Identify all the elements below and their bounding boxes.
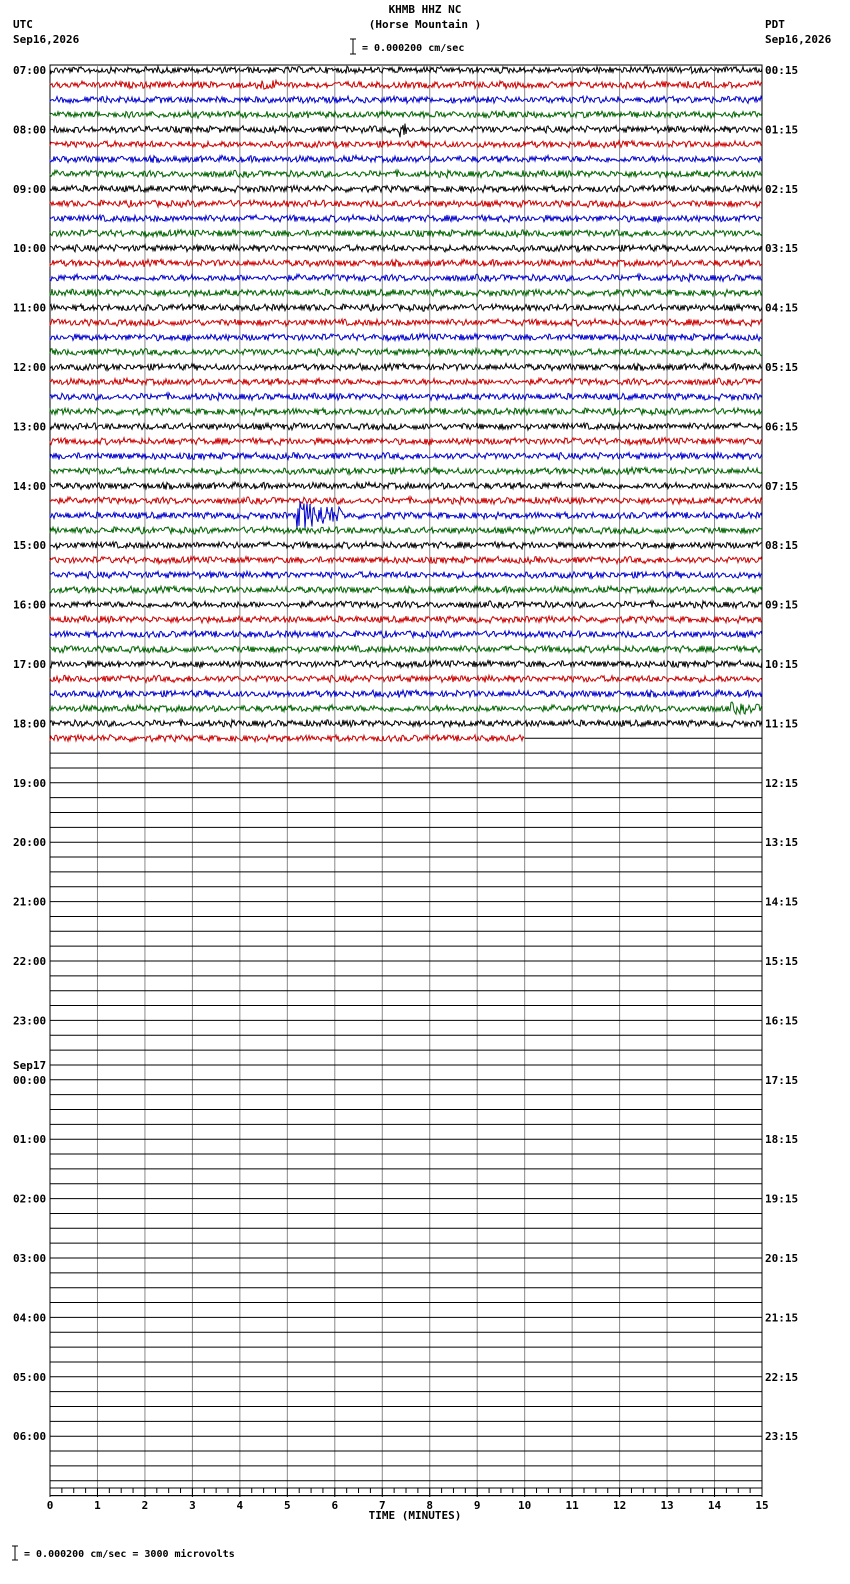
pdt-hour-label: 08:15 bbox=[765, 539, 799, 553]
trace-row bbox=[50, 616, 762, 623]
x-tick-label: 6 bbox=[331, 1499, 339, 1512]
trace-row bbox=[50, 319, 762, 326]
pdt-hour-label: 00:15 bbox=[765, 64, 799, 77]
trace-row bbox=[50, 542, 762, 549]
footer-scale-note: = 0.000200 cm/sec = 3000 microvolts bbox=[24, 1549, 235, 1560]
trace-row bbox=[50, 215, 762, 222]
x-tick-label: 2 bbox=[141, 1499, 149, 1512]
station-title: KHMB HHZ NC bbox=[388, 3, 462, 16]
x-tick-label: 12 bbox=[612, 1499, 627, 1512]
trace-row bbox=[50, 96, 762, 103]
trace-row bbox=[50, 631, 762, 638]
utc-hour-label: 11:00 bbox=[13, 301, 47, 315]
utc-hour-label: 00:00 bbox=[13, 1073, 47, 1087]
pdt-hour-label: 07:15 bbox=[765, 479, 799, 493]
trace-row bbox=[50, 646, 762, 653]
trace-row bbox=[50, 141, 762, 148]
trace-row bbox=[50, 304, 762, 311]
trace-row bbox=[50, 289, 762, 296]
trace-row bbox=[50, 245, 762, 252]
x-tick-label: 11 bbox=[565, 1499, 579, 1512]
utc-hour-label: 18:00 bbox=[13, 717, 47, 731]
pdt-hour-label: 19:15 bbox=[765, 1192, 799, 1206]
trace-row bbox=[50, 453, 762, 460]
pdt-hour-label: 22:15 bbox=[765, 1370, 799, 1384]
trace-row bbox=[50, 124, 762, 138]
pdt-hour-label: 13:15 bbox=[765, 836, 799, 850]
x-tick-label: 13 bbox=[660, 1499, 674, 1512]
utc-hour-label: 17:00 bbox=[13, 658, 47, 671]
trace-row bbox=[50, 378, 762, 385]
trace-row bbox=[50, 408, 762, 415]
trace-row bbox=[50, 690, 762, 698]
pdt-hour-label: 01:15 bbox=[765, 123, 799, 137]
x-tick-label: 14 bbox=[707, 1499, 722, 1512]
right-date: Sep16,2026 bbox=[765, 33, 832, 46]
x-tick-label: 10 bbox=[518, 1499, 532, 1512]
x-tick-label: 5 bbox=[284, 1499, 291, 1512]
trace-row bbox=[50, 482, 762, 489]
utc-hour-label: 21:00 bbox=[13, 895, 47, 909]
trace-row bbox=[50, 170, 762, 178]
pdt-hour-label: 09:15 bbox=[765, 598, 799, 612]
trace-row bbox=[50, 66, 762, 73]
trace-row bbox=[50, 393, 762, 400]
trace-row bbox=[50, 230, 762, 237]
trace-row bbox=[50, 467, 762, 474]
pdt-hour-label: 05:15 bbox=[765, 361, 799, 374]
trace-row bbox=[50, 556, 762, 563]
pdt-hour-label: 18:15 bbox=[765, 1133, 799, 1147]
x-tick-label: 4 bbox=[236, 1499, 244, 1512]
pdt-hour-label: 12:15 bbox=[765, 776, 799, 790]
day-change-label: Sep17 bbox=[13, 1058, 47, 1072]
pdt-hour-label: 21:15 bbox=[765, 1311, 799, 1325]
trace-row bbox=[50, 423, 762, 430]
trace-row bbox=[50, 274, 762, 282]
utc-hour-label: 22:00 bbox=[13, 955, 47, 968]
x-tick-label: 8 bbox=[426, 1499, 434, 1512]
utc-hour-label: 08:00 bbox=[13, 123, 47, 137]
trace-row bbox=[50, 349, 762, 356]
utc-hour-label: 10:00 bbox=[13, 242, 47, 256]
left-timezone: UTC bbox=[13, 18, 33, 31]
trace-row bbox=[50, 601, 762, 609]
utc-hour-label: 15:00 bbox=[13, 539, 47, 553]
utc-hour-label: 03:00 bbox=[13, 1252, 47, 1265]
utc-hour-label: 19:00 bbox=[13, 776, 47, 790]
trace-row bbox=[50, 586, 762, 594]
trace-row bbox=[50, 438, 762, 445]
trace-row bbox=[50, 720, 762, 727]
pdt-hour-label: 20:15 bbox=[765, 1252, 799, 1265]
trace-row bbox=[50, 502, 762, 530]
pdt-hour-label: 06:15 bbox=[765, 420, 799, 434]
pdt-hour-label: 02:15 bbox=[765, 182, 799, 196]
pdt-hour-label: 04:15 bbox=[765, 301, 799, 315]
trace-row bbox=[50, 185, 762, 192]
left-date: Sep16,2026 bbox=[13, 33, 80, 46]
x-tick-label: 1 bbox=[94, 1499, 101, 1512]
pdt-hour-label: 10:15 bbox=[765, 658, 799, 671]
trace-row bbox=[50, 334, 762, 341]
utc-hour-label: 07:00 bbox=[13, 64, 47, 77]
pdt-hour-label: 11:15 bbox=[765, 717, 799, 731]
trace-row bbox=[50, 111, 762, 118]
pdt-hour-label: 03:15 bbox=[765, 242, 799, 256]
trace-row bbox=[50, 363, 762, 371]
pdt-hour-label: 14:15 bbox=[765, 895, 799, 909]
trace-row bbox=[50, 200, 762, 207]
pdt-hour-label: 15:15 bbox=[765, 955, 799, 968]
trace-row bbox=[50, 527, 762, 534]
trace-row bbox=[50, 571, 762, 578]
x-axis-title: TIME (MINUTES) bbox=[368, 1509, 462, 1522]
utc-hour-label: 14:00 bbox=[13, 479, 47, 493]
utc-hour-label: 20:00 bbox=[13, 836, 47, 850]
utc-hour-label: 05:00 bbox=[13, 1370, 47, 1384]
x-tick-label: 9 bbox=[473, 1499, 481, 1512]
utc-hour-label: 13:00 bbox=[13, 420, 47, 434]
trace-row bbox=[50, 702, 762, 714]
utc-hour-label: 09:00 bbox=[13, 182, 47, 196]
x-tick-label: 0 bbox=[46, 1499, 54, 1512]
pdt-hour-label: 17:15 bbox=[765, 1073, 799, 1087]
trace-row bbox=[50, 259, 762, 267]
station-location: (Horse Mountain ) bbox=[368, 18, 482, 31]
x-tick-label: 7 bbox=[378, 1499, 386, 1512]
utc-hour-label: 02:00 bbox=[13, 1192, 47, 1206]
x-tick-label: 3 bbox=[189, 1499, 196, 1512]
trace-row bbox=[50, 80, 762, 89]
utc-hour-label: 23:00 bbox=[13, 1014, 47, 1028]
trace-row bbox=[50, 675, 762, 682]
utc-hour-label: 12:00 bbox=[13, 361, 47, 374]
utc-hour-label: 01:00 bbox=[13, 1133, 47, 1147]
scale-label: = 0.000200 cm/sec bbox=[362, 43, 465, 54]
trace-row bbox=[50, 660, 762, 667]
utc-hour-label: 06:00 bbox=[13, 1430, 47, 1444]
utc-hour-label: 04:00 bbox=[13, 1311, 47, 1325]
trace-row bbox=[50, 155, 762, 162]
x-tick-label: 15 bbox=[755, 1499, 769, 1512]
right-timezone: PDT bbox=[765, 18, 785, 31]
trace-row bbox=[50, 497, 762, 505]
pdt-hour-label: 23:15 bbox=[765, 1430, 799, 1444]
pdt-hour-label: 16:15 bbox=[765, 1014, 799, 1028]
utc-hour-label: 16:00 bbox=[13, 598, 47, 612]
